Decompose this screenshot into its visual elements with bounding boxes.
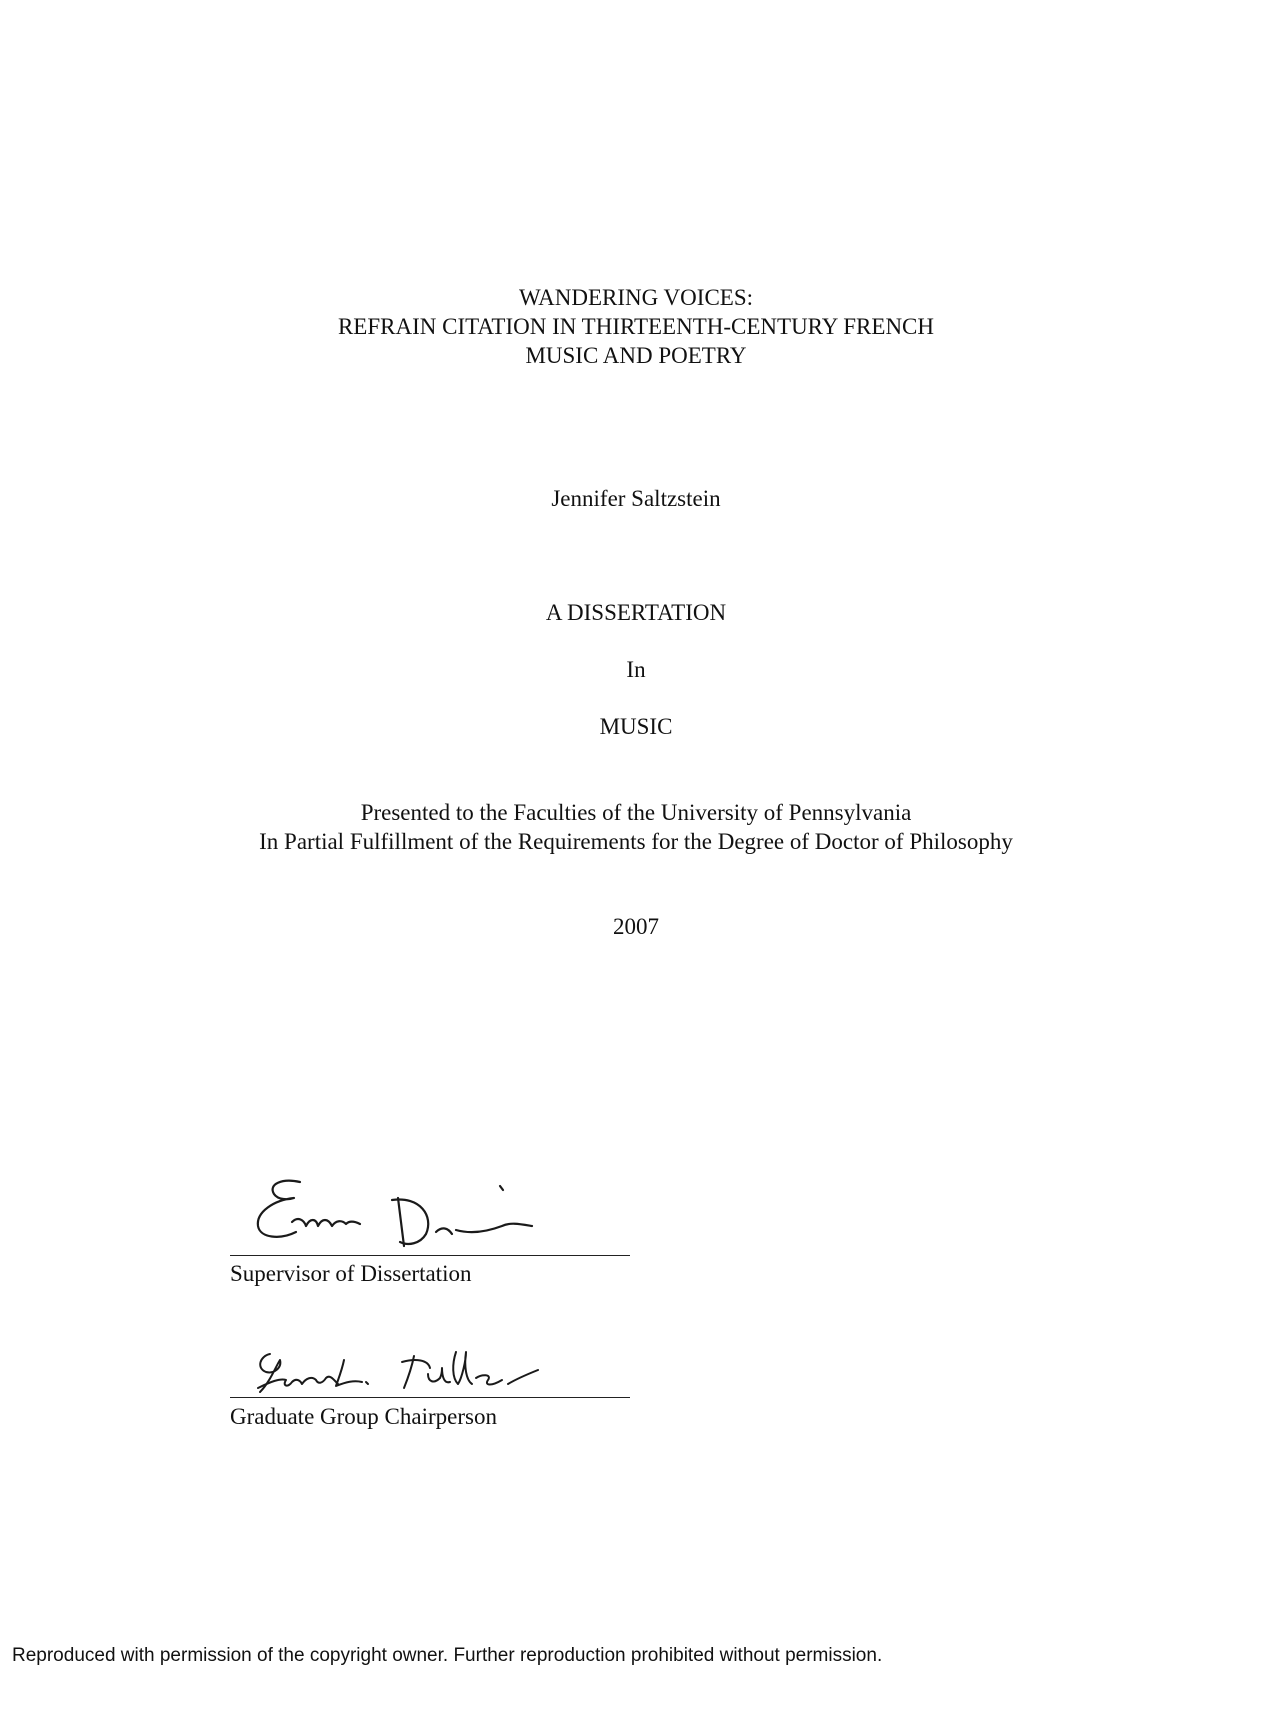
presented-statement-line-1: Presented to the Faculties of the University of Pennsylvania [360,800,912,825]
document-type: A DISSERTATION [545,600,727,625]
chair-signature-line [230,1397,630,1398]
dissertation-title-line-1: WANDERING VOICES: [518,285,754,310]
dissertation-title-line-3: MUSIC AND POETRY [525,343,747,368]
author-name: Jennifer Saltzstein [551,486,721,511]
field-of-study: MUSIC [599,714,673,739]
chair-signature-icon [230,1330,570,1398]
supervisor-label: Supervisor of Dissertation [230,1261,472,1286]
supervisor-signature-block [230,1160,630,1290]
year: 2007 [613,914,659,939]
dissertation-title-line-2: REFRAIN CITATION IN THIRTEENTH-CENTURY FRENCH [337,314,935,339]
chair-label: Graduate Group Chairperson [230,1404,497,1429]
reproduction-notice: Reproduced with permission of the copyright owner. Further reproduction prohibited without permission. [12,1645,883,1666]
supervisor-signature-line [230,1255,630,1256]
presented-statement-line-2: In Partial Fulfillment of the Requirements for the Degree of Doctor of Philosophy [259,829,1013,854]
in-word: In [626,657,646,682]
chair-signature-block [230,1330,630,1440]
supervisor-signature-icon [230,1160,550,1256]
